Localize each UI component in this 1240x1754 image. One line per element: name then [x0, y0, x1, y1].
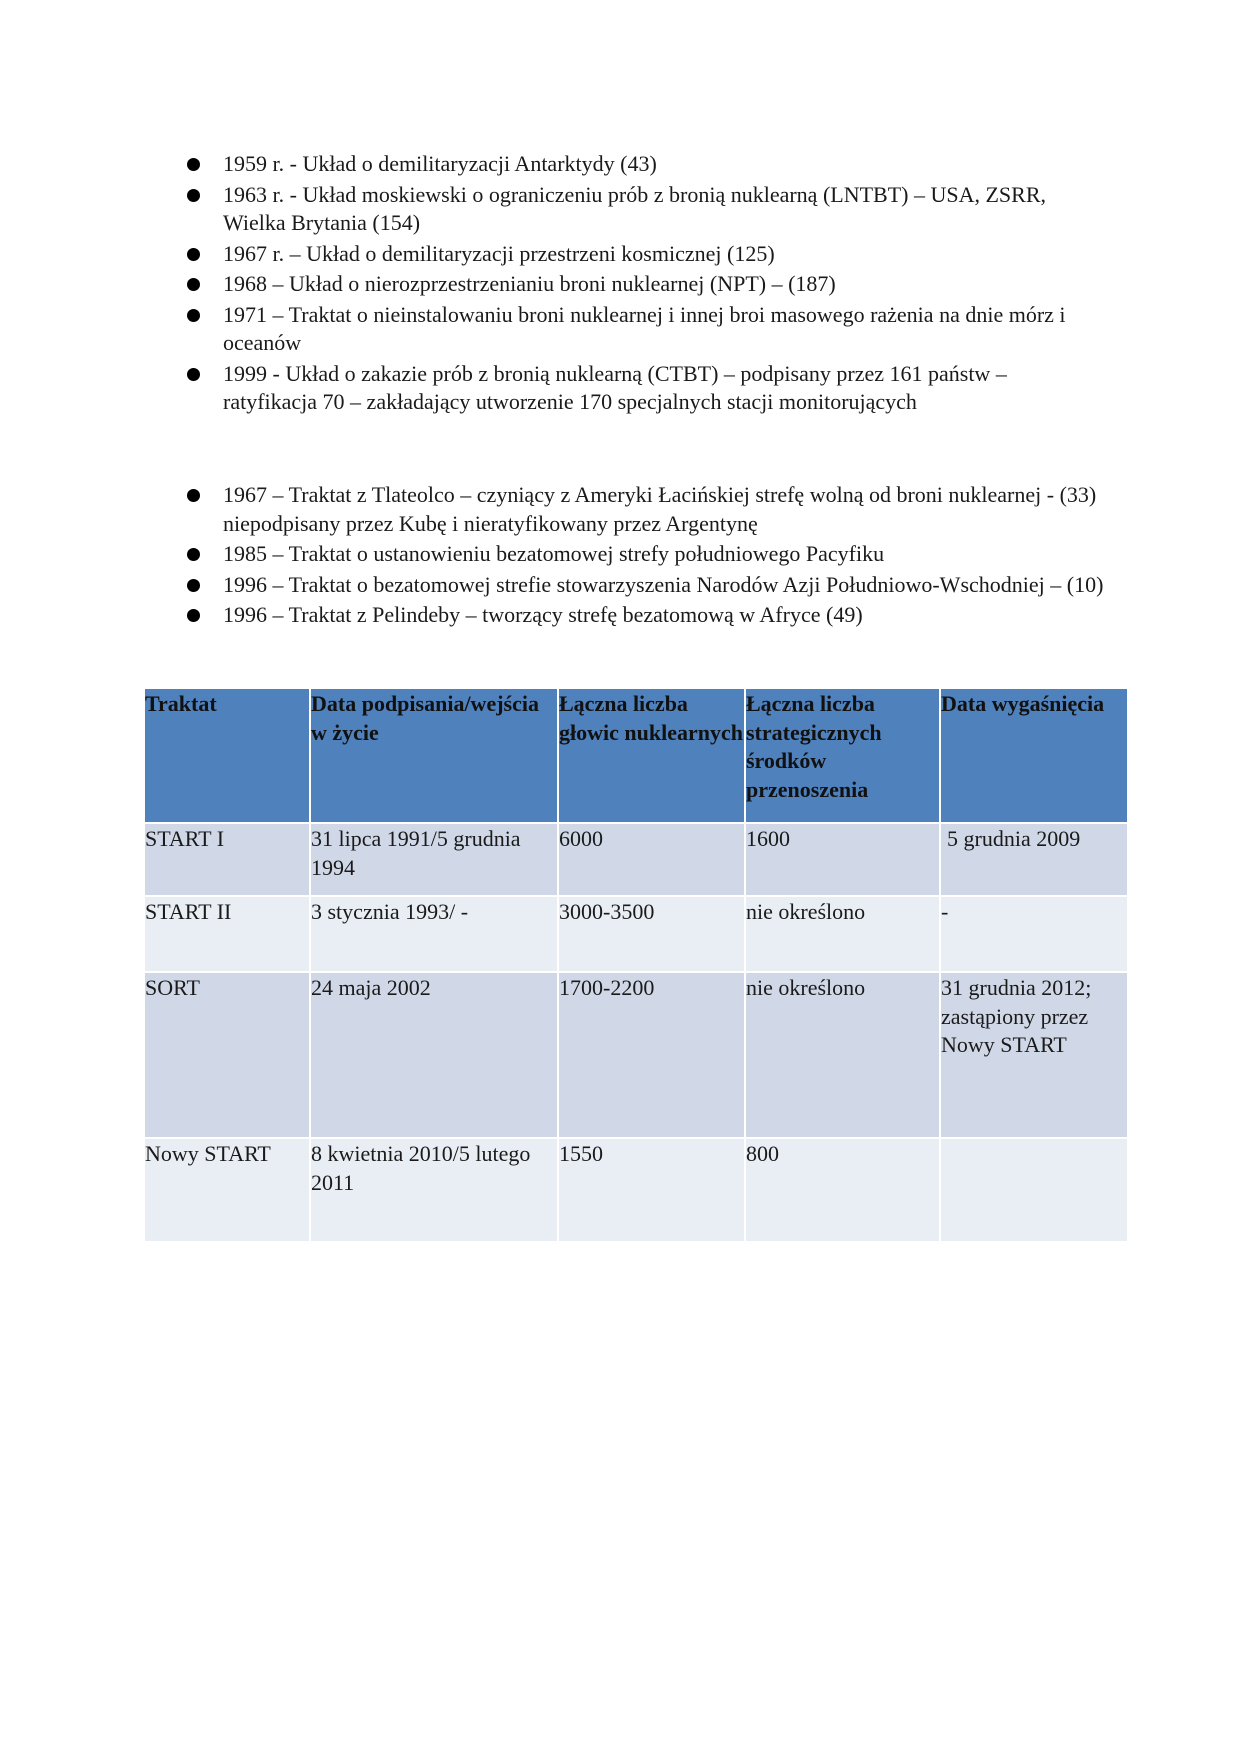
table-cell: 31 grudnia 2012; zastąpiony przez Nowy START [940, 972, 1128, 1138]
table-header-row [145, 689, 1128, 823]
list-item [185, 481, 1105, 538]
list-item-text: 1996 – Traktat z Pelindeby – tworzący strefę bezatomową w Afryce (49) [223, 602, 863, 627]
bullet-icon [187, 158, 200, 171]
bullet-icon [187, 189, 200, 202]
table-cell: Nowy START [145, 1138, 310, 1242]
list-item [185, 150, 1105, 179]
list-item [185, 181, 1105, 238]
list-item [185, 270, 1105, 299]
table-row [145, 896, 1128, 972]
table-cell: 3 stycznia 1993/ - [310, 896, 558, 972]
table-cell: 6000 [558, 823, 745, 896]
list-item [185, 601, 1105, 630]
table-cell: nie określono [745, 972, 940, 1138]
bullet-icon [187, 548, 200, 561]
table-cell: nie określono [745, 896, 940, 972]
column-header-delivery-vehicles: Łączna liczba strategicznych środków przenoszenia [745, 689, 940, 823]
table-cell: 1550 [558, 1138, 745, 1242]
bullet-icon [187, 309, 200, 322]
bullet-icon [187, 248, 200, 261]
list-item [185, 360, 1105, 417]
table-row [145, 823, 1128, 896]
list-item-text: 1959 r. - Układ o demilitaryzacji Antarktydy (43) [223, 151, 657, 176]
column-header-treaty: Traktat [145, 689, 310, 823]
list-item [185, 571, 1105, 600]
table-cell: 1600 [745, 823, 940, 896]
bullet-icon [187, 489, 200, 502]
table-cell [940, 1138, 1128, 1242]
list-item-text: 1999 - Układ o zakazie prób z bronią nuklearną (CTBT) – podpisany przez 161 państw – ratyfikacja 70 – zakładający utworzenie 170 specjalnych stacji monitorujących [223, 360, 1007, 414]
column-header-expiry-date: Data wygaśnięcia [940, 689, 1128, 823]
table-row [145, 1138, 1128, 1242]
table-cell: - [940, 896, 1128, 972]
list-item-text: 1963 r. - Układ moskiewski o ograniczeniu prób z bronią nuklearną (LNTBT) – USA, ZSRR, Wielka Brytania (154) [223, 181, 1047, 235]
list-item-text: 1985 – Traktat o ustanowieniu bezatomowej strefy południowego Pacyfiku [223, 541, 885, 566]
list-item [185, 301, 1105, 358]
table-cell: START II [145, 896, 310, 972]
table-cell: SORT [145, 972, 310, 1138]
list-item [185, 540, 1105, 569]
bullet-list-nuclear-free-zones [185, 481, 1105, 632]
bullet-icon [187, 368, 200, 381]
list-item [185, 240, 1105, 269]
bullet-icon [187, 609, 200, 622]
list-item-text: 1996 – Traktat o bezatomowej strefie stowarzyszenia Narodów Azji Południowo-Wschodniej – (10) [223, 571, 1104, 597]
bullet-icon [187, 579, 200, 592]
column-header-warheads: Łączna liczba głowic nuklearnych [558, 689, 745, 823]
column-header-signing-date: Data podpisania/wejścia w życie [310, 689, 558, 823]
list-item-text: 1967 r. – Układ o demilitaryzacji przestrzeni kosmicznej (125) [223, 240, 775, 266]
table-cell: START I [145, 823, 310, 896]
list-item-text: 1968 – Układ o nierozprzestrzenianiu broni nuklearnej (NPT) – (187) [223, 271, 836, 296]
table-cell: 31 lipca 1991/5 grudnia 1994 [310, 823, 558, 896]
table-cell: 8 kwietnia 2010/5 lutego 2011 [310, 1138, 558, 1242]
bullet-icon [187, 278, 200, 291]
list-item-text: 1971 – Traktat o nieinstalowaniu broni nuklearnej i innej broi masowego rażenia na dnie mórz i oceanów [223, 301, 1066, 355]
table-cell: 1700-2200 [558, 972, 745, 1138]
table-row [145, 972, 1128, 1138]
list-item-text: 1967 – Traktat z Tlateolco – czyniący z Ameryki Łacińskiej strefę wolną od broni nuklearnej - (33) niepodpisany przez Kubę i nieratyfikowany przez Argentynę [223, 482, 1097, 536]
bullet-list-treaties [185, 150, 1105, 419]
table-cell: 24 maja 2002 [310, 972, 558, 1138]
table-cell: 5 grudnia 2009 [940, 823, 1128, 896]
table-cell: 3000-3500 [558, 896, 745, 972]
table-cell: 800 [745, 1138, 940, 1242]
treaties-table [145, 689, 1129, 1243]
